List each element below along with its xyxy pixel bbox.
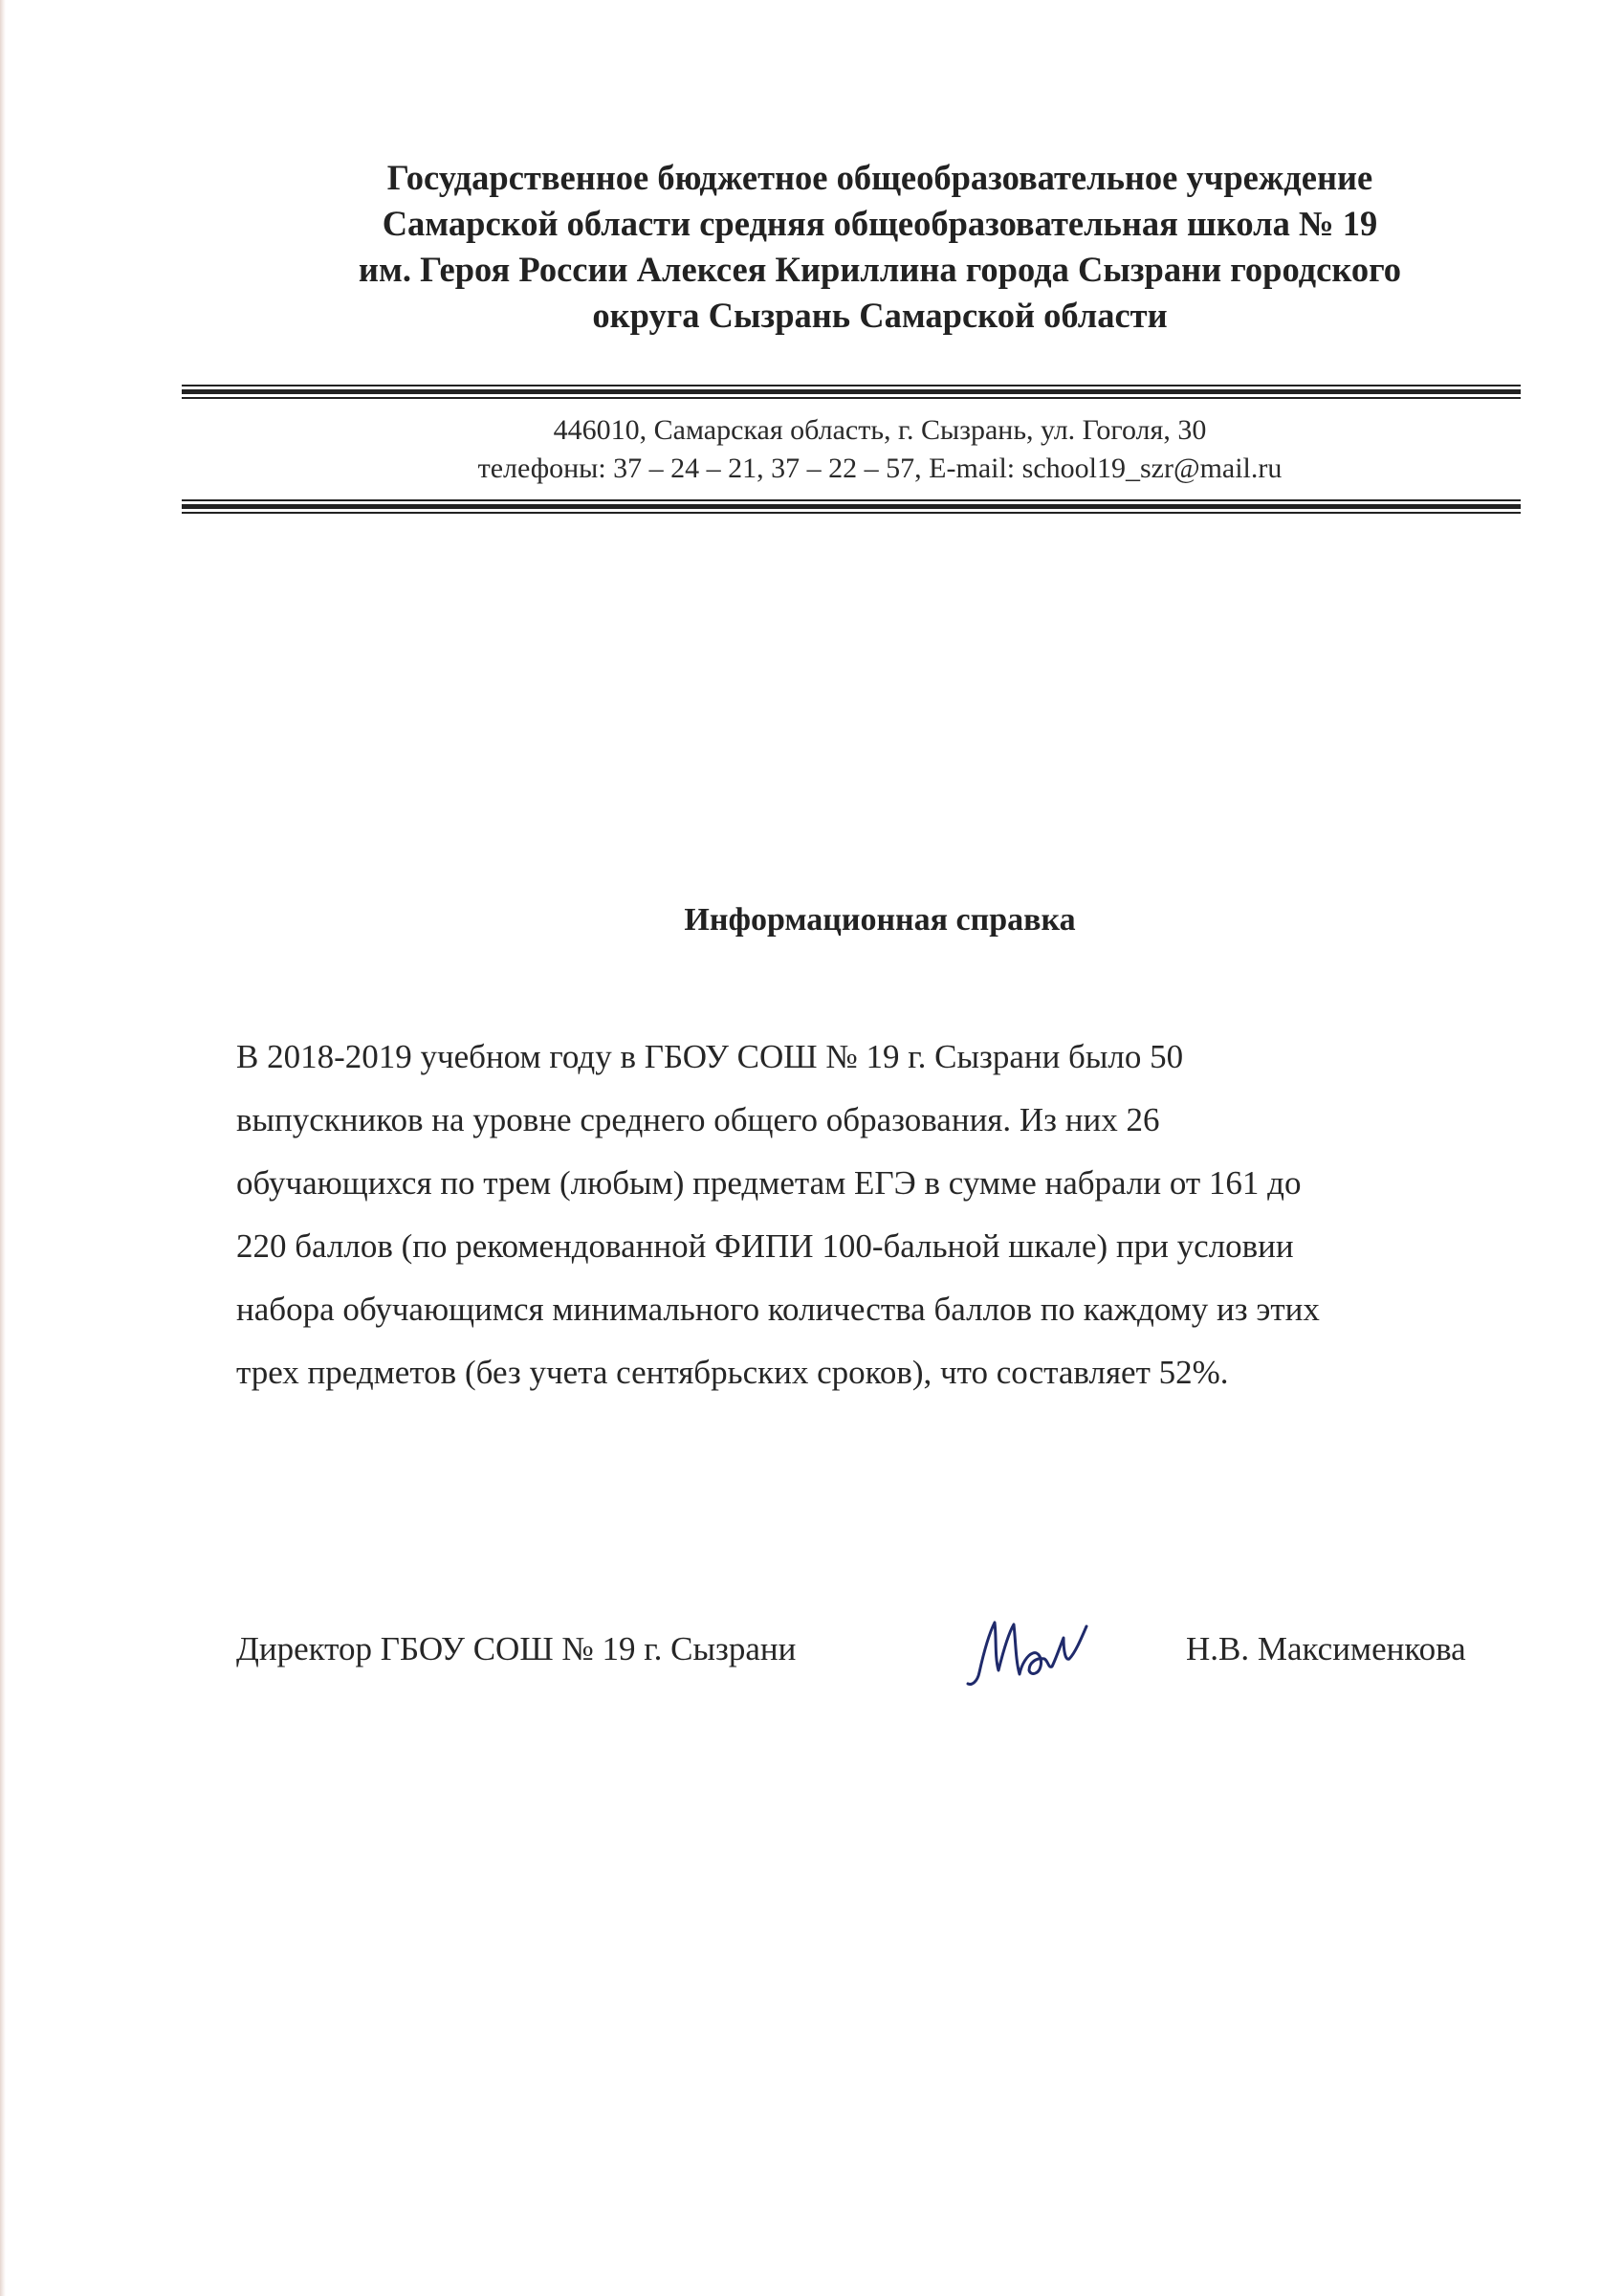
organization-line-2: Самарской области средняя общеобразовательная школа № 19 [382,204,1378,243]
phones-email: телефоны: 37 – 24 – 21, 37 – 22 – 57, E-mail: school19_szr@mail.ru [477,453,1283,484]
body-line-6: трех предметов (без учета сентябрьских сроков), что составляет 52%. [236,1354,1229,1391]
body-line-3: обучающихся по трем (любым) предметам ЕГЭ в сумме набрали от 161 до [236,1164,1302,1202]
signature-row [236,1617,1518,1693]
organization-header [277,155,1482,339]
body-line-4: 220 баллов (по рекомендованной ФИПИ 100-бальной шкале) при условии [236,1227,1294,1265]
header-divider-top [182,385,1521,399]
organization-line-4: округа Сызрань Самарской области [592,296,1168,335]
contact-block [277,411,1482,488]
document-body [236,1026,1499,1404]
body-line-2: выпускников на уровне среднего общего образования. Из них 26 [236,1101,1160,1138]
scan-edge [0,0,6,2296]
handwritten-signature [960,1609,1094,1695]
signer-name: Н.В. Максименкова [1186,1630,1466,1667]
document-title: Информационная справка [684,902,1076,938]
postal-address: 446010, Самарская область, г. Сызрань, ул. Гоголя, 30 [553,414,1207,446]
header-divider-bottom [182,499,1521,514]
organization-line-3: им. Героя России Алексея Кириллина города Сызрани городского [358,250,1402,289]
body-line-1: В 2018-2019 учебном году в ГБОУ СОШ № 19 г. Сызрани было 50 [236,1038,1184,1075]
body-line-5: набора обучающимся минимального количества баллов по каждому из этих [236,1291,1320,1328]
organization-line-1: Государственное бюджетное общеобразовательное учреждение [386,158,1373,197]
signer-position: Директор ГБОУ СОШ № 19 г. Сызрани [236,1630,797,1667]
